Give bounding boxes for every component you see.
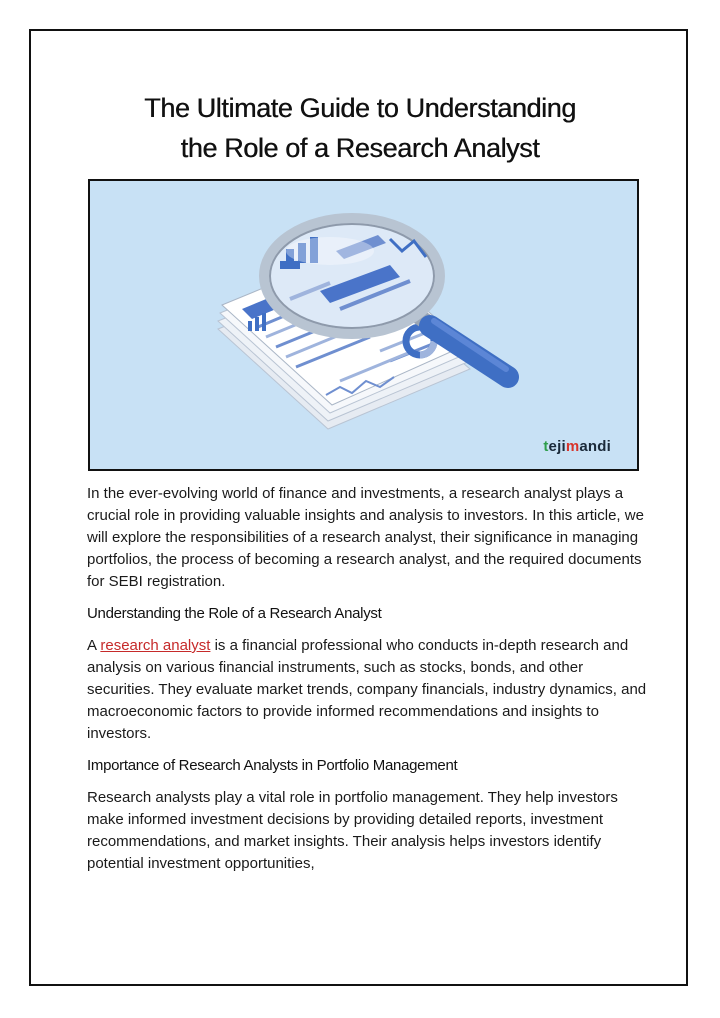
section-heading-importance: Importance of Research Analysts in Portfolio Management: [87, 757, 458, 774]
section-heading-role: Understanding the Role of a Research Analyst: [87, 605, 382, 622]
title-line-1: The Ultimate Guide to Understanding: [144, 93, 576, 123]
intro-paragraph: In the ever-evolving world of finance and investments, a research analyst plays a crucial role in providing valuable insights and analysis to investors. In this article, we will explore the responsibilities of a research analyst, their significance in managing portfolios, the process of becoming a research analyst, and the required documents for SEBI registration.: [87, 485, 644, 590]
tejimandi-logo: tejimandi: [543, 438, 611, 455]
research-analyst-link[interactable]: research analyst: [100, 637, 211, 654]
title-line-2: the Role of a Research Analyst: [180, 133, 540, 163]
hero-illustration: [88, 179, 639, 471]
magnifier-reports-illustration: [90, 181, 637, 469]
section-role-paragraph: A research analyst is a financial professional who conducts in-depth research and analysis on various financial instruments, such as stocks, bonds, and other securities. They evaluate market trends, company financials, industry dynamics, and macroeconomic factors to provide informed recommendations and insights to investors.: [87, 637, 647, 742]
section-importance-paragraph: Research analysts play a vital role in portfolio management. They help investors make informed investment decisions by providing detailed reports, investment recommendations, and market insights. Their analysis helps investors identify potential investment opportunities,: [87, 789, 618, 872]
article-body: [87, 483, 647, 885]
magnifier-lens: [264, 218, 440, 334]
page-title: [60, 88, 660, 168]
